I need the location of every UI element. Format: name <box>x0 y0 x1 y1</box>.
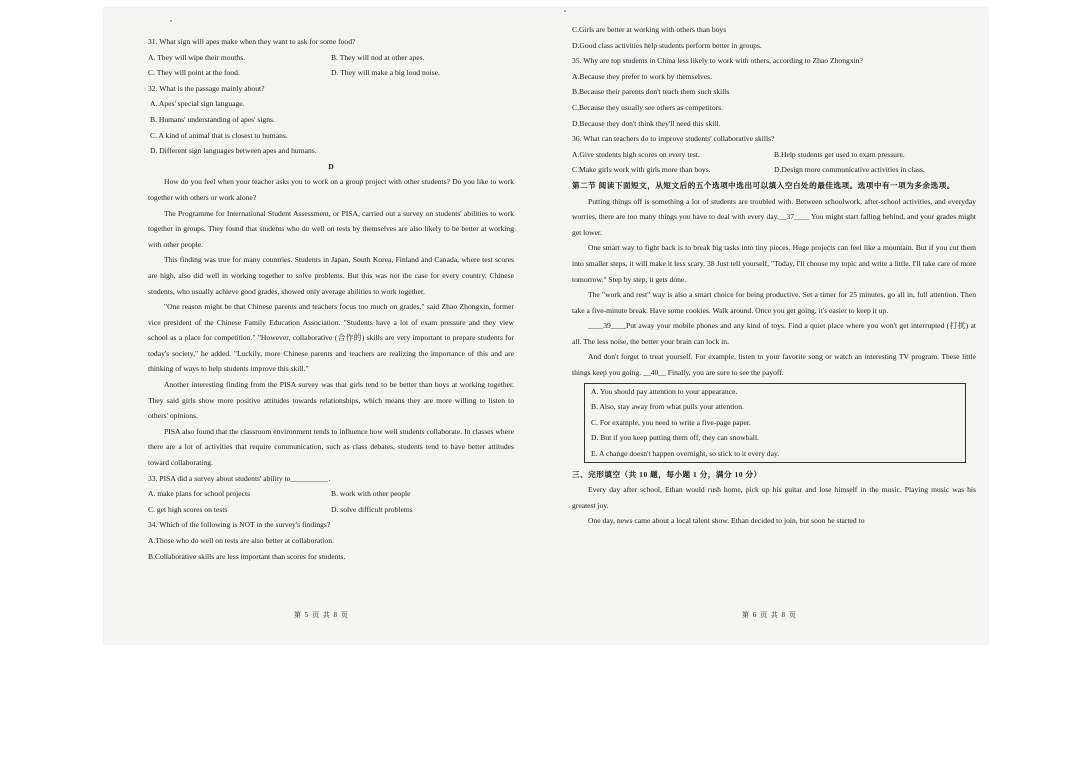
answer-options-box <box>584 383 966 463</box>
q31-option-d: D. They will make a big loud noise. <box>331 68 440 78</box>
q35-option-a: A.Because they prefer to work by themselves. <box>572 71 713 81</box>
q34-option-d: D.Good class activities help students perform better in groups. <box>572 40 762 50</box>
q31-option-c: C. They will point at the food. <box>148 68 240 78</box>
passage-d-para-3: This finding was true for many countries. Students in Japan, South Korea, Finland and Canada, where test scores are high, also did well in working together to solve problems. But this was not the case for every country. Chinese students, who usually achieve good grades, showed only average abilities to work together. <box>148 255 514 296</box>
q36-option-b: B.Help students get used to exam pressure. <box>774 149 905 159</box>
box-option-a: A. You should pay attention to your appearance. <box>591 386 738 396</box>
box-option-d: D. But if you keep putting them off, they can snowball. <box>591 433 759 443</box>
task-passage-para-5: And don't forget to treat yourself. For example, listen to your favorite song or watch an interesting TV program. These little things keep you going. __40__ Finally, you are sure to see the payoff. <box>572 352 976 378</box>
task-passage-para-3: The "work and rest" way is also a smart choice for being productive. Set a timer for 25 minutes, go all in, full attention. Then take a five-minute break. Have some cookies. Walk around. Once you get going, it's easier to keep it up. <box>572 290 976 315</box>
q31-stem: 31. What sign will apes make when they want to ask for some food? <box>148 37 356 46</box>
q36-option-d: D.Design more communicative activities in class. <box>774 165 925 175</box>
q35-option-c: C.Because they usually see others as competitors. <box>572 102 723 112</box>
q32-option-d: D. Different sign languages between apes and humans. <box>150 146 317 156</box>
q35-option-d: D.Because they don't think they'll need this skill. <box>572 118 721 128</box>
scanned-exam-sheet <box>104 8 988 644</box>
task-passage-para-1: Putting things off is something a lot of students are troubled with. Between schoolwork, after-school activities, and everyday worries, there are too many things you have to deal with every day.__37____ You might start falling behind, and your grades might get lower. <box>572 196 976 237</box>
q36-stem: 36. What can teachers do to improve students' collaborative skills? <box>572 134 775 144</box>
scan-speck <box>564 10 566 12</box>
task-passage-para-4: ____39____Put away your mobile phones and any kind of toys. Find a quiet place where you won't get interrupted (打扰) at all. The less noise, the better your brain can lock in. <box>572 321 976 346</box>
box-option-e: E. A change doesn't happen overnight, so stick to it every day. <box>591 449 780 459</box>
q34-stem: 34. Which of the following is NOT in the survey's findings? <box>148 520 331 530</box>
passage-d-title: D <box>328 161 334 171</box>
page-number-right: 第 6 页 共 8 页 <box>742 611 797 619</box>
q31-options-row1 <box>148 50 514 66</box>
q32-stem: 32. What is the passage mainly about? <box>148 83 265 93</box>
q33-options-row2 <box>148 502 514 518</box>
q36-options-row2 <box>572 162 976 178</box>
q35-stem: 35. Why are top students in China less likely to work with others, according to Zhao Zhongxin? <box>572 56 863 66</box>
passage-d-para-5: Another interesting finding from the PISA survey was that girls tend to be better than boys at working together. They said girls show more positive attitudes towards relationships, which means they are more willing to listen to others' opinions. <box>148 380 514 421</box>
q35-option-b: B.Because their parents don't teach them such skills <box>572 87 730 97</box>
q33-options-row1 <box>148 486 514 502</box>
q36-options-row1 <box>572 147 976 163</box>
task-passage-para-2: One smart way to fight back is to break big tasks into tiny pieces. Huge projects can feel like a mountain. But if you cut them into smaller steps, it will make it less scary. 38 Just tell yourself, "Today, I'll choose my topic and write a little. I'll take care of more tomorrow." Step by step, it gets done. <box>572 243 976 284</box>
cloze-para-1: Every day after school, Ethan would rush home, pick up his guitar and lose himself in the music. Playing music was his greatest joy. <box>572 485 976 510</box>
q36-option-c: C.Make girls work with girls more than boys. <box>572 165 711 175</box>
passage-d-para-2: The Programme for International Student Assessment, or PISA, carried out a survey on students' abilities to work together in groups. They found that students who do well on tests by themselves are also likely to be better at working with other people. <box>148 208 514 249</box>
q31-options-row2 <box>148 65 514 81</box>
q33-option-b: B. work with other people <box>331 489 411 499</box>
section-2-heading: 第二节 阅读下面短文，从短文后的五个选项中选出可以填入空白处的最佳选项。选项中有一项为多余选项。 <box>572 180 955 190</box>
q33-stem: 33. PISA did a survey about students' ability to__________. <box>148 473 331 483</box>
passage-d-para-6: PISA also found that the classroom environment tends to influence how well students collaborate. In classes where there are a lot of activities that require communication, such as class debates, students tend to have better attitudes toward collaborating. <box>148 426 514 468</box>
right-page <box>572 22 976 644</box>
passage-d-para-1: How do you feel when your teacher asks you to work on a group project with other students? Do you like to work together with others or work alone? <box>148 177 514 202</box>
page-number-left: 第 5 页 共 8 页 <box>294 611 349 619</box>
q33-option-d: D. solve difficult problems <box>331 504 413 514</box>
q34-option-c: C.Girls are better at working with others than boys <box>572 25 727 34</box>
q31-option-b: B. They will nod at other apes. <box>331 52 425 62</box>
q32-option-b: B. Humans' understanding of apes' signs. <box>150 114 275 124</box>
section-3-heading: 三、完形填空（共 10 题，每小题 1 分，满分 10 分） <box>572 469 762 479</box>
q34-option-b: B.Collaborative skills are less important than scores for students. <box>148 551 346 561</box>
box-option-b: B. Also, stay away from what pulls your attention. <box>591 402 744 412</box>
passage-d-para-4: "One reason might be that Chinese parents and teachers focus too much on grades," said Zhao Zhongxin, former vice president of the Chinese Family Education Association. "Students have a lot of exam pressure and they view school as a place for competition." "However, collaborative (合作的) skills are very important to prepare students for today's society," he added. "Luckily, more Chinese parents and teachers are realizing the importance of this and are thinking of ways to help students improve this skill." <box>148 302 514 374</box>
box-option-c: C. For example, you need to write a five-page paper. <box>591 417 751 427</box>
scan-speck <box>170 20 172 22</box>
q33-option-a: A. make plans for school projects <box>148 489 251 499</box>
q32-option-a: A. Apes' special sign language. <box>150 99 245 109</box>
cloze-para-2: One day, news came about a local talent show. Ethan decided to join, but soon he started to <box>588 516 865 526</box>
left-page <box>148 34 514 644</box>
q34-option-a: A.Those who do well on tests are also better at collaboration. <box>148 536 334 545</box>
q32-option-c: C. A kind of animal that is closest to humans. <box>150 130 288 140</box>
q31-option-a: A. They will wipe their mouths. <box>148 52 246 62</box>
q33-option-c: C. get high scores on tests <box>148 504 228 514</box>
q36-option-a: A.Give students high scores on every test. <box>572 149 700 159</box>
